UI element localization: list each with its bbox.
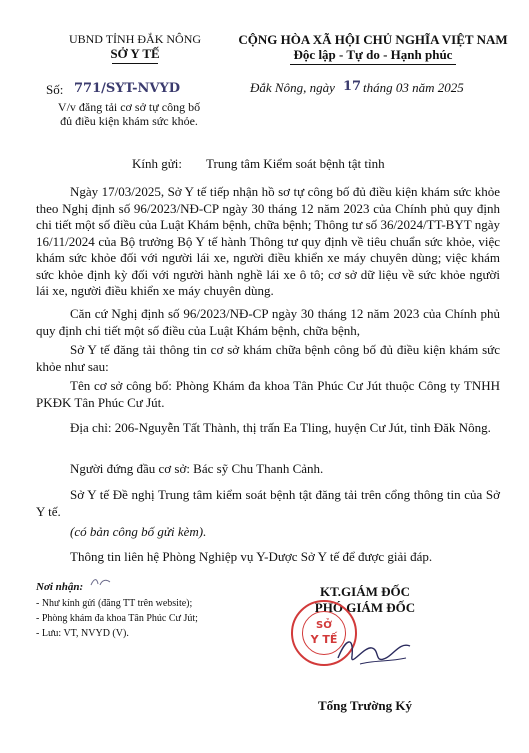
- department-underline: [112, 63, 158, 64]
- national-motto: Độc lập - Tự do - Hạnh phúc: [293, 47, 453, 62]
- stamp-text-top: SỞ: [316, 620, 332, 631]
- recipient-label: Kính gửi:: [132, 156, 183, 171]
- doc-number-label: Số:: [46, 82, 64, 97]
- paragraph-attachment-note: (có bản công bố gửi kèm).: [70, 524, 207, 539]
- signature-title-2: PHÓ GIÁM ĐỐC: [314, 600, 416, 615]
- recipients-title: Nơi nhận:: [36, 581, 84, 593]
- recipient-item-2: - Phòng khám đa khoa Tân Phúc Cư Jút;: [36, 613, 198, 624]
- handwritten-signature: [330, 628, 420, 678]
- initials-mark: [90, 574, 112, 584]
- issuing-department: SỞ Y TẾ: [110, 46, 160, 61]
- national-title: CỘNG HÒA XÃ HỘI CHỦ NGHĨA VIỆT NAM: [238, 32, 508, 47]
- date-month-year: tháng 03 năm 2025: [363, 80, 464, 95]
- stamp-text-bottom: Y TẾ: [310, 633, 338, 646]
- subject-line-1: V/v đăng tải cơ sở tự công bố: [57, 100, 201, 114]
- paragraph-facility-name: Tên cơ sở công bố: Phòng Khám đa khoa Tân Phúc Cư Jút thuộc Công ty TNHH PKĐK Tân Phúc Cư Jút.: [36, 378, 500, 410]
- paragraph-request: Sở Y tế Đề nghị Trung tâm kiểm soát bệnh tật đăng tải trên cổng thông tin của Sở Y tế.: [36, 487, 500, 519]
- signer-name: Tống Trường Ký: [318, 698, 412, 713]
- date-day: 17: [343, 79, 362, 94]
- motto-underline: [290, 64, 456, 65]
- recipient-item-3: - Lưu: VT, NVYD (V).: [36, 628, 129, 639]
- recipient-name: Trung tâm Kiểm soát bệnh tật tỉnh: [206, 156, 385, 171]
- paragraph-legal-basis: Căn cứ Nghị định số 96/2023/NĐ-CP ngày 30 tháng 12 năm 2023 của Chính phủ quy định chi tiết một số điều của Luật Khám bệnh, chữa bệnh,: [36, 306, 500, 338]
- paragraph-reception: Ngày 17/03/2025, Sở Y tế tiếp nhận hồ sơ tự công bố đủ điều kiện khám sức khỏe theo Nghị định số 96/2023/NĐ-CP ngày 30 tháng 12 năm 2023 của Chính phủ quy định chi tiết một số điều của Luật Khám bệnh, chữa bệnh; Thông tư số 36/2024/TT-BYT ngày 16/11/2024 của Bộ trưởng Bộ Y tế hành Thông tư quy định về tiêu chuẩn sức khỏe, việc khám sức khỏe đối với người lái xe, người điều khiển xe máy chuyên dùng; việc khám sức khỏe định kỳ đối với người hành nghề lái xe ô tô; cơ sở dữ liệu về sức khỏe người lái xe, người điều khiển xe máy chuyên dùng.: [36, 184, 500, 298]
- paragraph-contact: Thông tin liên hệ Phòng Nghiệp vụ Y-Dược Sở Y tế để được giải đáp.: [70, 549, 433, 564]
- signature-title-1: KT.GIÁM ĐỐC: [319, 584, 411, 599]
- recipient-item-1: - Như kính gửi (đăng TT trên website);: [36, 598, 193, 609]
- paragraph-address: Địa chỉ: 206-Nguyễn Tất Thành, thị trấn Ea Tling, huyện Cư Jút, tỉnh Đăk Nông.: [70, 420, 491, 435]
- paragraph-announcement: Sở Y tế đăng tải thông tin cơ sở khám chữa bệnh công bố đủ điều kiện khám sức khỏe như sau:: [36, 342, 500, 374]
- issuing-authority: UBND TỈNH ĐẮK NÔNG: [68, 32, 202, 46]
- subject-line-2: đủ điều kiện khám sức khỏe.: [60, 114, 198, 128]
- date-place: Đắk Nông, ngày: [250, 80, 335, 95]
- paragraph-head-of-facility: Người đứng đầu cơ sở: Bác sỹ Chu Thanh Cảnh.: [70, 461, 324, 476]
- doc-number-value: 771/SYT-NVYD: [74, 81, 180, 96]
